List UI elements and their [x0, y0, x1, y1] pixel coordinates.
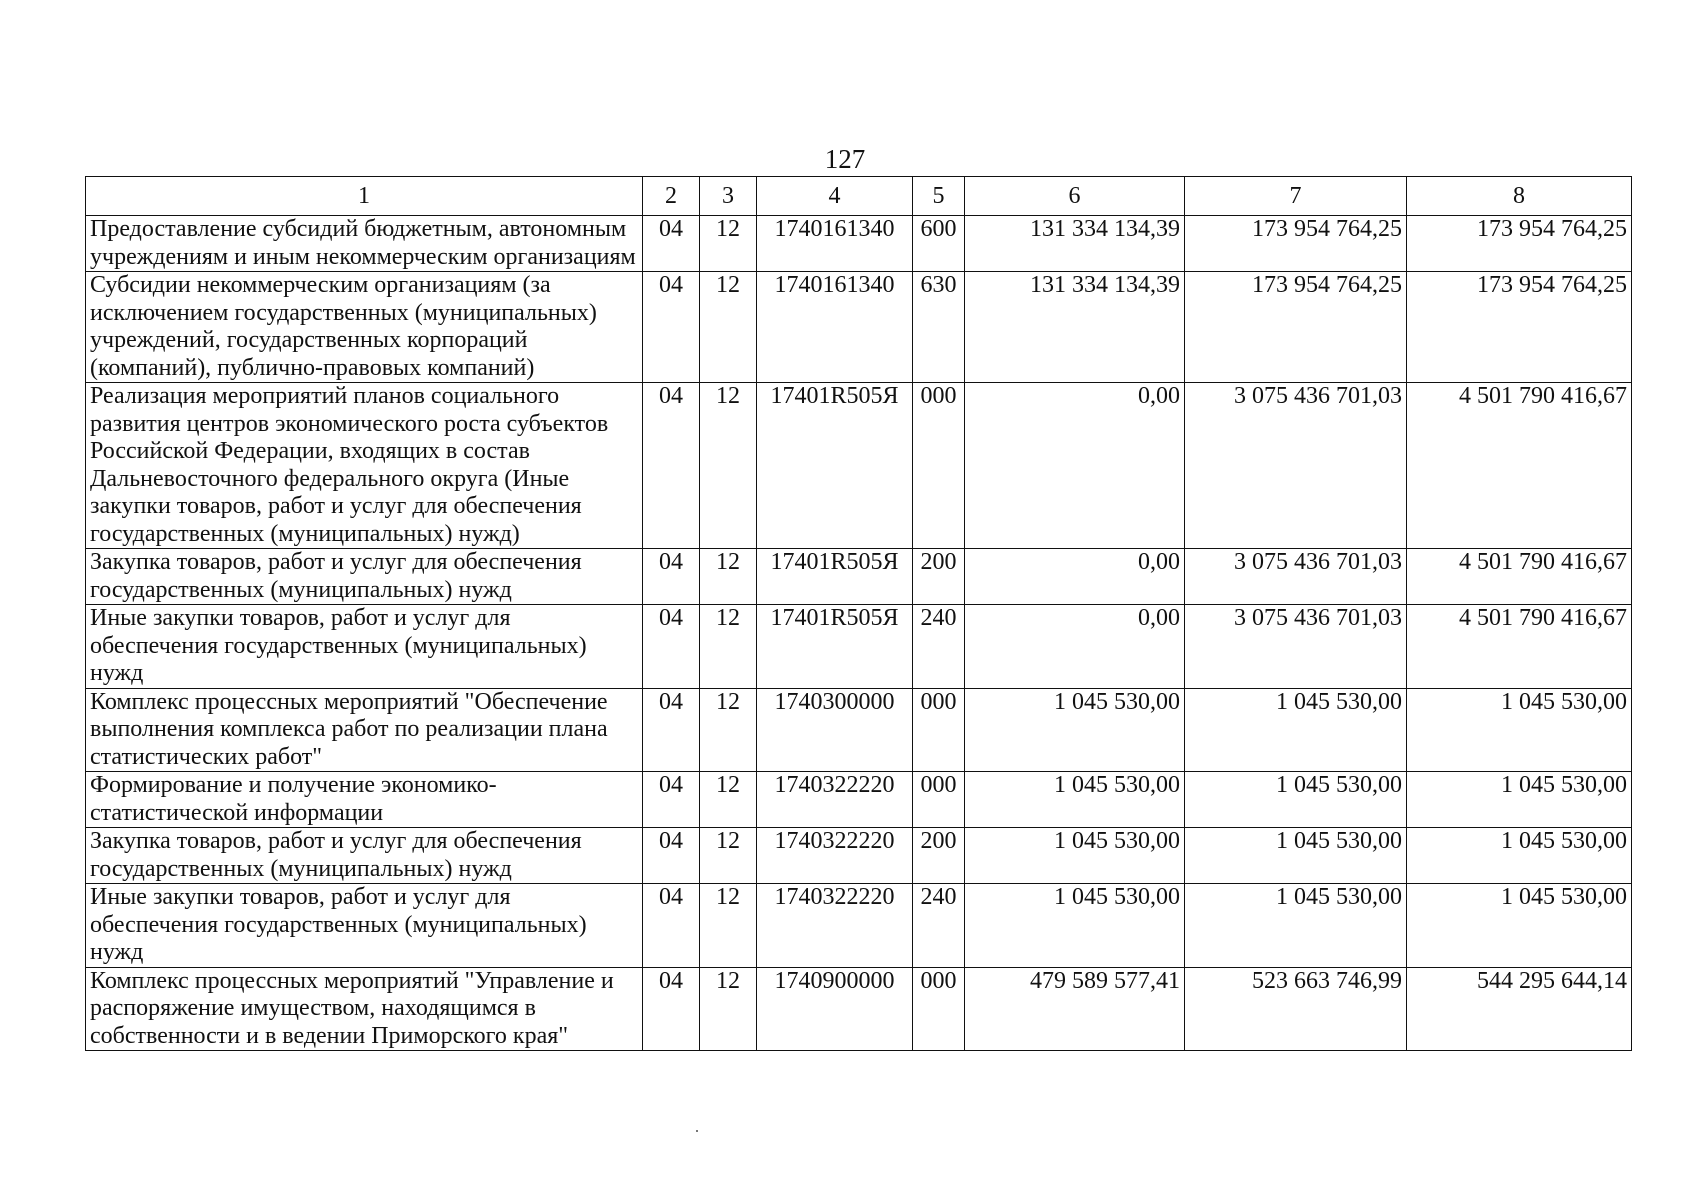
row-amount-col8: 1 045 530,00	[1407, 828, 1632, 884]
row-amount-col7: 3 075 436 701,03	[1185, 383, 1407, 549]
row-amount-col6: 0,00	[965, 549, 1185, 605]
row-target-code: 1740161340	[757, 272, 913, 383]
row-subsection: 12	[700, 549, 757, 605]
row-amount-col6: 1 045 530,00	[965, 884, 1185, 968]
row-amount-col7: 173 954 764,25	[1185, 216, 1407, 272]
row-expense-type: 240	[913, 884, 965, 968]
table-row	[86, 272, 1632, 383]
row-section: 04	[643, 772, 700, 828]
row-amount-col8: 1 045 530,00	[1407, 884, 1632, 968]
row-name: Иные закупки товаров, работ и услуг для обеспечения государственных (муниципальных) нужд	[86, 884, 643, 968]
page-number: 127	[824, 144, 866, 174]
row-amount-col7: 1 045 530,00	[1185, 884, 1407, 968]
row-section: 04	[643, 216, 700, 272]
header-col-4: 4	[757, 177, 913, 216]
row-target-code: 1740322220	[757, 772, 913, 828]
row-target-code: 1740322220	[757, 884, 913, 968]
row-amount-col6: 1 045 530,00	[965, 772, 1185, 828]
row-target-code: 1740300000	[757, 688, 913, 772]
row-target-code: 1740900000	[757, 967, 913, 1051]
row-amount-col8: 4 501 790 416,67	[1407, 383, 1632, 549]
table-row	[86, 884, 1632, 968]
row-amount-col7: 1 045 530,00	[1185, 828, 1407, 884]
header-col-3: 3	[700, 177, 757, 216]
row-name: Иные закупки товаров, работ и услуг для обеспечения государственных (муниципальных) нужд	[86, 605, 643, 689]
row-expense-type: 000	[913, 688, 965, 772]
header-row	[86, 177, 1632, 216]
row-section: 04	[643, 605, 700, 689]
row-amount-col7: 3 075 436 701,03	[1185, 605, 1407, 689]
row-target-code: 17401R505Я	[757, 605, 913, 689]
row-expense-type: 000	[913, 967, 965, 1051]
row-name: Предоставление субсидий бюджетным, автономным учреждениям и иным некоммерческим организациям	[86, 216, 643, 272]
row-amount-col8: 1 045 530,00	[1407, 772, 1632, 828]
header-col-2: 2	[643, 177, 700, 216]
table-row	[86, 828, 1632, 884]
row-amount-col6: 479 589 577,41	[965, 967, 1185, 1051]
row-section: 04	[643, 272, 700, 383]
row-name: Комплекс процессных мероприятий "Управление и распоряжение имуществом, находящимся в собственности и в ведении Приморского края"	[86, 967, 643, 1051]
row-amount-col8: 4 501 790 416,67	[1407, 549, 1632, 605]
row-subsection: 12	[700, 216, 757, 272]
table-row	[86, 216, 1632, 272]
row-expense-type: 200	[913, 549, 965, 605]
table-row	[86, 383, 1632, 549]
row-name: Формирование и получение экономико-статистической информации	[86, 772, 643, 828]
row-subsection: 12	[700, 967, 757, 1051]
row-name: Закупка товаров, работ и услуг для обеспечения государственных (муниципальных) нужд	[86, 549, 643, 605]
row-name: Субсидии некоммерческим организациям (за исключением государственных (муниципальных) учреждений, государственных корпораций (компаний), публично-правовых компаний)	[86, 272, 643, 383]
header-col-7: 7	[1185, 177, 1407, 216]
row-expense-type: 200	[913, 828, 965, 884]
row-name: Реализация мероприятий планов социального развития центров экономического роста субъектов Российской Федерации, входящих в состав Дальневосточного федерального округа (Иные закупки товаров, работ и услуг для обеспечения государственных (муниципальных) нужд)	[86, 383, 643, 549]
table-row	[86, 549, 1632, 605]
row-amount-col7: 523 663 746,99	[1185, 967, 1407, 1051]
row-section: 04	[643, 549, 700, 605]
row-target-code: 1740322220	[757, 828, 913, 884]
table-row	[86, 688, 1632, 772]
budget-table	[85, 176, 1632, 1051]
row-target-code: 1740161340	[757, 216, 913, 272]
row-expense-type: 240	[913, 605, 965, 689]
row-amount-col6: 131 334 134,39	[965, 216, 1185, 272]
row-amount-col8: 173 954 764,25	[1407, 216, 1632, 272]
row-subsection: 12	[700, 605, 757, 689]
row-section: 04	[643, 828, 700, 884]
row-expense-type: 000	[913, 383, 965, 549]
header-col-1: 1	[86, 177, 643, 216]
row-amount-col6: 0,00	[965, 383, 1185, 549]
row-section: 04	[643, 967, 700, 1051]
row-amount-col6: 0,00	[965, 605, 1185, 689]
row-amount-col7: 3 075 436 701,03	[1185, 549, 1407, 605]
table-row	[86, 605, 1632, 689]
row-amount-col8: 544 295 644,14	[1407, 967, 1632, 1051]
row-subsection: 12	[700, 884, 757, 968]
row-subsection: 12	[700, 828, 757, 884]
row-name: Комплекс процессных мероприятий "Обеспечение выполнения комплекса работ по реализации плана статистических работ"	[86, 688, 643, 772]
row-amount-col7: 1 045 530,00	[1185, 688, 1407, 772]
header-col-5: 5	[913, 177, 965, 216]
table-row	[86, 772, 1632, 828]
row-target-code: 17401R505Я	[757, 383, 913, 549]
scan-speck	[696, 1130, 698, 1132]
row-subsection: 12	[700, 272, 757, 383]
row-subsection: 12	[700, 688, 757, 772]
row-expense-type: 600	[913, 216, 965, 272]
row-amount-col6: 1 045 530,00	[965, 688, 1185, 772]
row-amount-col8: 4 501 790 416,67	[1407, 605, 1632, 689]
row-expense-type: 630	[913, 272, 965, 383]
table-row	[86, 967, 1632, 1051]
row-amount-col7: 173 954 764,25	[1185, 272, 1407, 383]
row-amount-col8: 173 954 764,25	[1407, 272, 1632, 383]
row-amount-col7: 1 045 530,00	[1185, 772, 1407, 828]
row-amount-col8: 1 045 530,00	[1407, 688, 1632, 772]
row-name: Закупка товаров, работ и услуг для обеспечения государственных (муниципальных) нужд	[86, 828, 643, 884]
header-col-6: 6	[965, 177, 1185, 216]
row-section: 04	[643, 884, 700, 968]
row-section: 04	[643, 383, 700, 549]
row-subsection: 12	[700, 772, 757, 828]
row-target-code: 17401R505Я	[757, 549, 913, 605]
row-expense-type: 000	[913, 772, 965, 828]
row-section: 04	[643, 688, 700, 772]
row-amount-col6: 1 045 530,00	[965, 828, 1185, 884]
header-col-8: 8	[1407, 177, 1632, 216]
row-subsection: 12	[700, 383, 757, 549]
row-amount-col6: 131 334 134,39	[965, 272, 1185, 383]
